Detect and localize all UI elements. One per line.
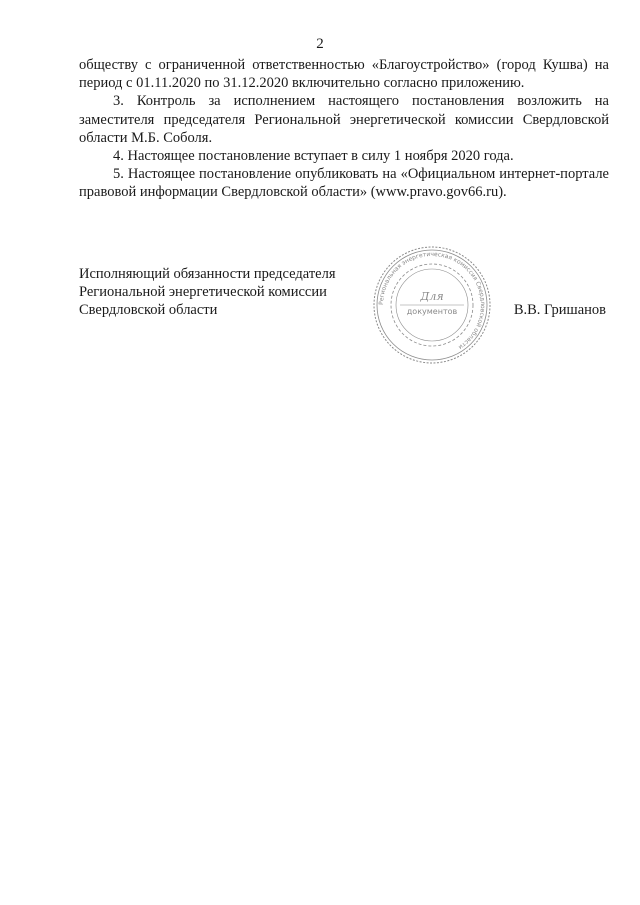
signatory-name: В.В. Гришанов <box>513 302 606 318</box>
signatory-title-line: Исполняющий обязанности председателя <box>79 266 336 282</box>
stamp-center-line1: Для <box>420 290 444 303</box>
paragraph-4: 4. Настоящее постановление вступает в силу 1 ноября 2020 года. <box>113 148 514 165</box>
stamp-ring-text: Региональная энергетическая комиссия Свердловской области <box>377 250 487 351</box>
paragraph-5: 5. Настоящее постановление опубликовать на «Официальном интернет-портале правовой информации Свердловской области» (www.pravo.gov66.ru). <box>79 166 609 201</box>
stamp-center-line2: документов <box>406 307 458 316</box>
paragraph-continuation: обществу с ограниченной ответственностью «Благоустройство» (город Кушва) на период с 01.11.2020 по 31.12.2020 включительно согласно приложению. <box>79 57 609 92</box>
paragraph-3: 3. Контроль за исполнением настоящего постановления возложить на заместителя председателя Региональной энергетической комиссии Свердловской области М.Б. Соболя. <box>79 93 609 146</box>
signatory-title-line: Свердловской области <box>79 302 218 319</box>
official-stamp-icon <box>368 243 496 367</box>
signatory-title-line: Региональной энергетической комиссии <box>79 284 327 301</box>
page-number: 2 <box>316 36 324 52</box>
signatory-title <box>79 265 336 320</box>
document-body <box>79 56 609 202</box>
